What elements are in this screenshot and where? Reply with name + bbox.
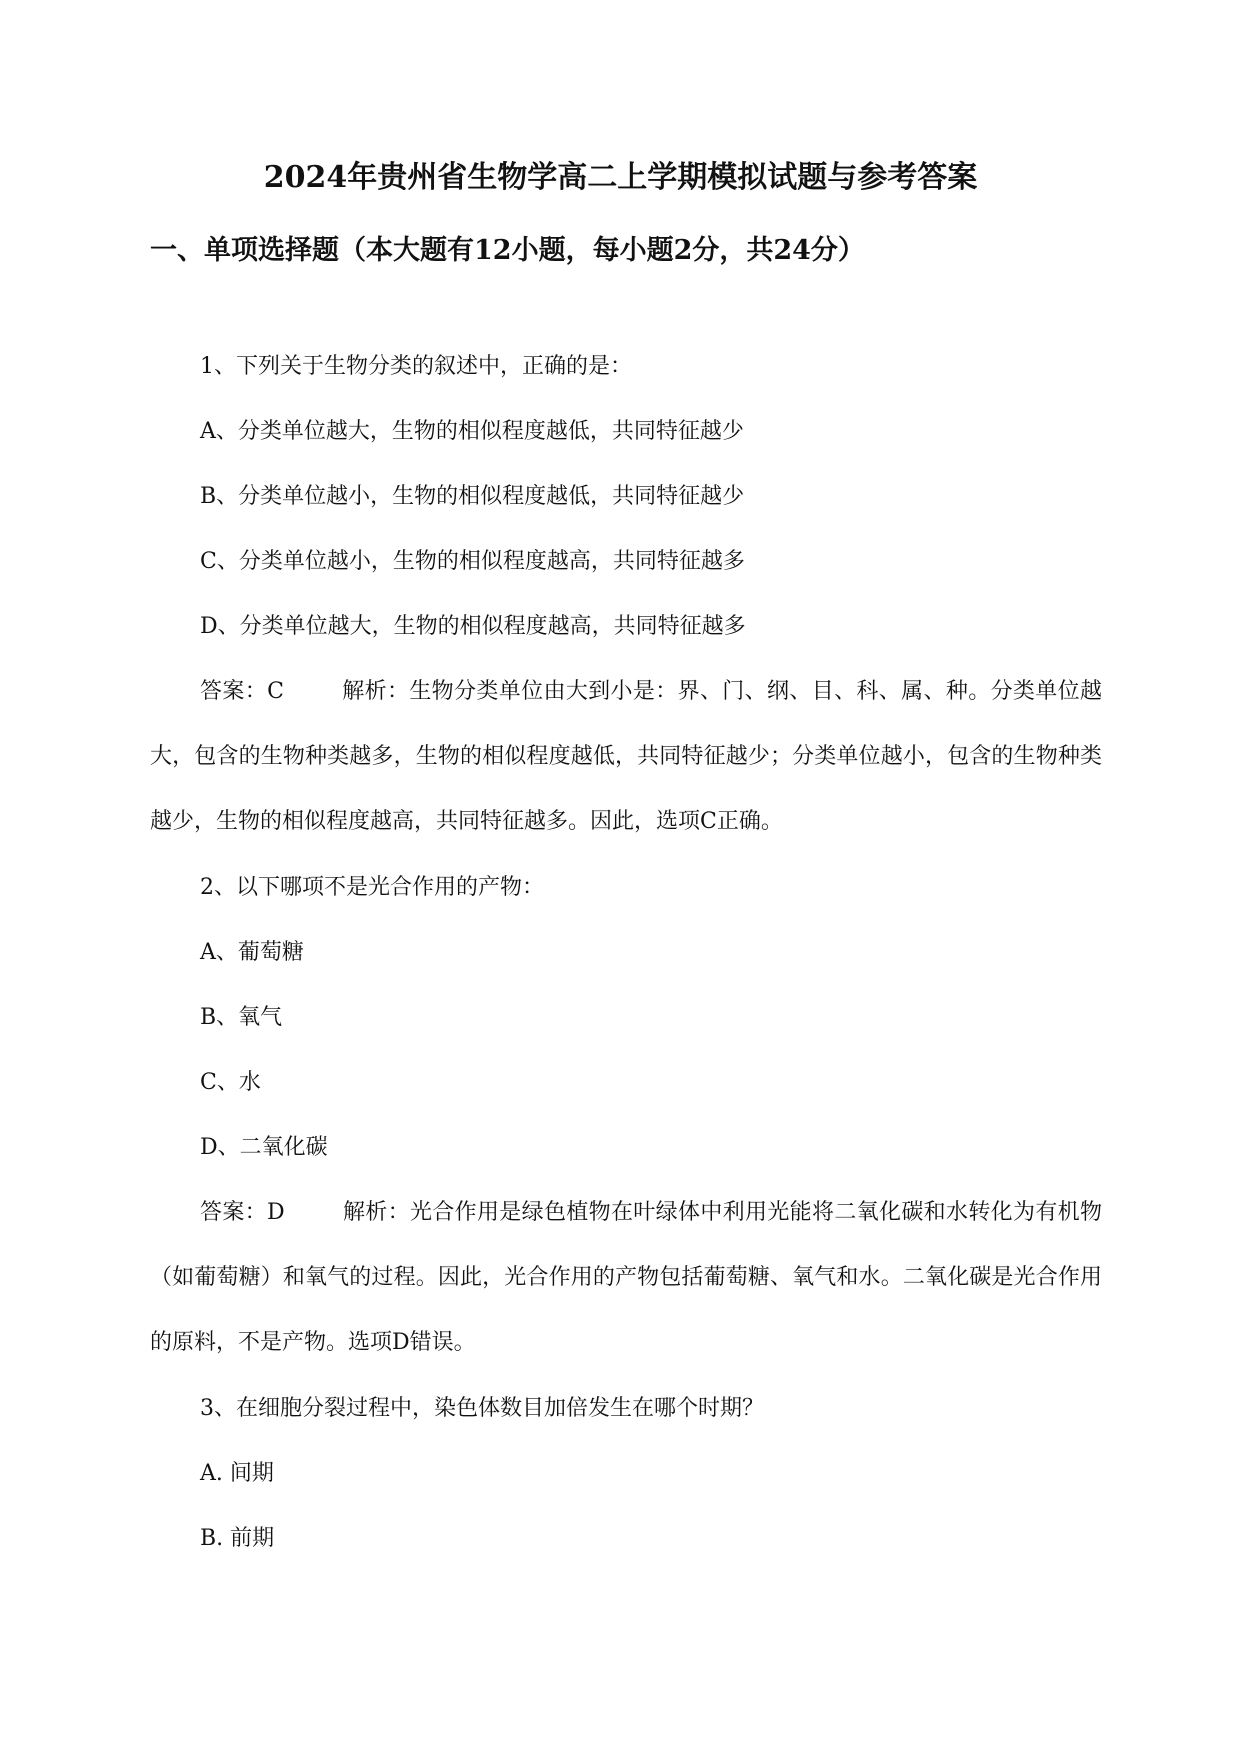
question-3 <box>150 1376 1102 1571</box>
option-b: B. 前期 <box>200 1526 275 1551</box>
question-stem: 2、以下哪项不是光合作用的产物： <box>200 875 544 900</box>
answer-analysis <box>150 659 1102 854</box>
section-heading: 一、单项选择题（本大题有12小题，每小题2分，共24分） <box>150 235 865 266</box>
answer-label: 答案：D <box>200 1200 285 1225</box>
question-stem: 1、下列关于生物分类的叙述中，正确的是： <box>200 354 632 379</box>
answer-label: 答案：C <box>200 679 284 704</box>
document-title: 2024年贵州省生物学高二上学期模拟试题与参考答案 <box>263 160 978 195</box>
answer-analysis <box>150 1180 1102 1375</box>
option-a: A、分类单位越大，生物的相似程度越低，共同特征越少 <box>200 419 744 444</box>
question-2 <box>150 855 1102 1375</box>
question-1 <box>150 334 1102 854</box>
analysis-text: 解析：光合作用是绿色植物在叶绿体中利用光能将二氧化碳和水转化为有机物（如葡萄糖）和氧气的过程。因此，光合作用的产物包括葡萄糖、氧气和水。二氧化碳是光合作用的原料，不是产物。选项D错误。 <box>150 1200 1102 1355</box>
option-c: C、分类单位越小，生物的相似程度越高，共同特征越多 <box>200 549 745 574</box>
analysis-text: 解析：生物分类单位由大到小是：界、门、纲、目、科、属、种。分类单位越大，包含的生物种类越多，生物的相似程度越低，共同特征越少；分类单位越小，包含的生物种类越少，生物的相似程度越高，共同特征越多。因此，选项C正确。 <box>150 679 1102 834</box>
question-stem: 3、在细胞分裂过程中，染色体数目加倍发生在哪个时期？ <box>200 1396 764 1421</box>
option-a: A. 间期 <box>200 1461 274 1486</box>
option-d: D、分类单位越大，生物的相似程度越高，共同特征越多 <box>200 614 746 639</box>
option-c: C、水 <box>200 1070 261 1095</box>
option-d: D、二氧化碳 <box>200 1135 328 1160</box>
option-a: A、葡萄糖 <box>200 940 304 965</box>
option-b: B、分类单位越小，生物的相似程度越低，共同特征越少 <box>200 484 745 509</box>
option-b: B、氧气 <box>200 1005 283 1030</box>
